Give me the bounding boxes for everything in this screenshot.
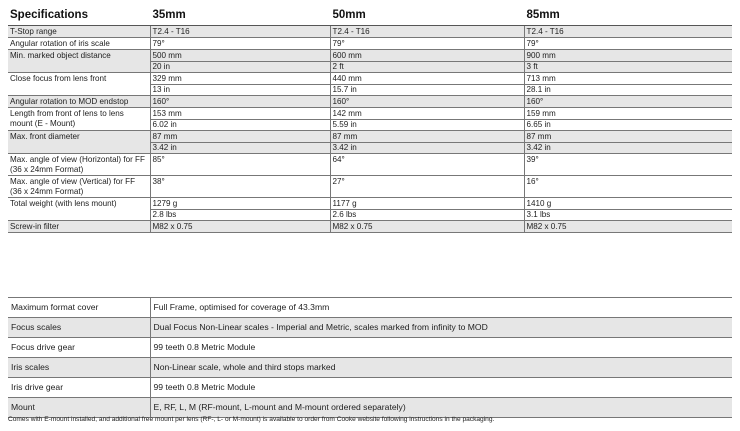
spec-value-cell	[524, 154, 732, 176]
spec-value-secondary: 3.42 in	[331, 142, 524, 153]
spec-value-primary: T2.4 - T16	[526, 27, 564, 36]
spec-value-primary: 85°	[152, 155, 165, 164]
general-row-label: Focus scales	[8, 318, 150, 338]
spec-value-cell	[330, 50, 524, 73]
spec-value-cell	[150, 154, 330, 176]
spec-row	[8, 26, 732, 38]
spec-row-label: Max. angle of view (Horizontal) for FF (36 x 24mm Format)	[8, 154, 150, 176]
spec-row	[8, 38, 732, 50]
spec-value-secondary: 13 in	[151, 84, 330, 95]
spec-value-cell	[150, 198, 330, 221]
spec-value-cell	[150, 108, 330, 131]
spec-value-primary: 1279 g	[152, 199, 178, 208]
general-row-value: 99 teeth 0.8 Metric Module	[150, 378, 732, 398]
spec-value-cell	[330, 198, 524, 221]
spec-value-cell	[524, 108, 732, 131]
general-specs-table	[8, 297, 732, 418]
spec-row	[8, 50, 732, 73]
general-specs-body	[8, 298, 732, 418]
spec-row-label: Min. marked object distance	[8, 50, 150, 73]
spec-value-cell	[524, 221, 732, 233]
spec-value-cell	[330, 108, 524, 131]
spec-value-primary: 79°	[332, 39, 345, 48]
spec-value-primary: 713 mm	[526, 74, 556, 83]
spec-value-primary: 600 mm	[332, 51, 362, 60]
spec-value-cell	[524, 50, 732, 73]
general-row-label: Iris scales	[8, 358, 150, 378]
spec-row	[8, 176, 732, 198]
spec-value-primary: 39°	[526, 155, 539, 164]
spec-row-label: Max. angle of view (Vertical) for FF (36 x 24mm Format)	[8, 176, 150, 198]
specifications-table	[8, 6, 732, 233]
spec-value-primary: M82 x 0.75	[332, 222, 373, 231]
spec-row	[8, 108, 732, 131]
spec-value-primary: 159 mm	[526, 109, 556, 118]
spec-row-label: T-Stop range	[8, 26, 150, 38]
spec-row-label: Close focus from lens front	[8, 73, 150, 96]
general-row-value: Full Frame, optimised for coverage of 43.3mm	[150, 298, 732, 318]
spec-value-primary: 160°	[526, 97, 544, 106]
spec-value-secondary: 3.42 in	[151, 142, 330, 153]
spec-value-secondary: 28.1 in	[525, 84, 733, 95]
spec-row-label: Angular rotation of iris scale	[8, 38, 150, 50]
general-row	[8, 298, 732, 318]
spec-value-primary: 160°	[152, 97, 170, 106]
general-row	[8, 378, 732, 398]
spec-value-cell	[524, 131, 732, 154]
spec-value-cell	[150, 176, 330, 198]
specifications-title: Specifications	[8, 6, 150, 26]
spec-value-primary: 87 mm	[152, 132, 178, 141]
spec-value-primary: 27°	[332, 177, 345, 186]
spec-value-secondary: 5.59 in	[331, 119, 524, 130]
spec-value-secondary: 2.8 lbs	[151, 209, 330, 220]
spec-value-primary: 16°	[526, 177, 539, 186]
spec-value-cell	[330, 73, 524, 96]
footnote: Comes with E-mount installed, and additional free mount per lens (RF-, L- or M-mount) is available to order from Cooke website following instructions in the packaging.	[8, 416, 495, 423]
spec-value-primary: 87 mm	[526, 132, 552, 141]
general-row-label: Mount	[8, 398, 150, 418]
spec-value-cell	[524, 96, 732, 108]
spec-value-cell	[330, 96, 524, 108]
specifications-body	[8, 26, 732, 233]
spec-value-secondary: 6.65 in	[525, 119, 733, 130]
spec-value-primary: 900 mm	[526, 51, 556, 60]
spec-value-cell	[150, 50, 330, 73]
spec-value-cell	[524, 73, 732, 96]
spec-row	[8, 131, 732, 154]
general-row	[8, 338, 732, 358]
spec-value-secondary: 15.7 in	[331, 84, 524, 95]
spec-value-primary: T2.4 - T16	[332, 27, 370, 36]
general-row-label: Iris drive gear	[8, 378, 150, 398]
spec-row	[8, 221, 732, 233]
specifications-header-row	[8, 6, 732, 26]
spec-value-cell	[330, 221, 524, 233]
spec-value-cell	[330, 154, 524, 176]
spec-value-primary: 440 mm	[332, 74, 362, 83]
general-row-label: Focus drive gear	[8, 338, 150, 358]
spec-value-secondary: 6.02 in	[151, 119, 330, 130]
spec-row-label: Max. front diameter	[8, 131, 150, 154]
spec-value-primary: 160°	[332, 97, 350, 106]
spec-value-cell	[150, 26, 330, 38]
spec-value-primary: 38°	[152, 177, 165, 186]
general-row-value: Non-Linear scale, whole and third stops marked	[150, 358, 732, 378]
spec-value-primary: 1177 g	[332, 199, 357, 208]
general-row	[8, 358, 732, 378]
general-row-value: Dual Focus Non-Linear scales - Imperial and Metric, scales marked from infinity to MOD	[150, 318, 732, 338]
spec-value-cell	[330, 38, 524, 50]
spec-value-cell	[524, 38, 732, 50]
general-row	[8, 318, 732, 338]
spec-value-primary: 142 mm	[332, 109, 362, 118]
spec-row-label: Angular rotation to MOD endstop	[8, 96, 150, 108]
spec-row-label: Screw-in filter	[8, 221, 150, 233]
spec-value-secondary: 3.42 in	[525, 142, 733, 153]
spec-value-cell	[150, 96, 330, 108]
spec-value-primary: 79°	[152, 39, 165, 48]
spec-row	[8, 154, 732, 176]
spec-value-cell	[150, 73, 330, 96]
general-row-label: Maximum format cover	[8, 298, 150, 318]
spec-value-cell	[150, 221, 330, 233]
spec-value-secondary: 20 in	[151, 61, 330, 72]
spec-row	[8, 96, 732, 108]
spec-value-secondary: 2.6 lbs	[331, 209, 524, 220]
spec-value-cell	[524, 176, 732, 198]
general-row-value: E, RF, L, M (RF-mount, L-mount and M-mount ordered separately)	[150, 398, 732, 418]
spec-value-primary: 1410 g	[526, 199, 552, 208]
lens-header-85mm: 85mm	[524, 6, 732, 26]
spec-value-primary: 329 mm	[152, 74, 182, 83]
spec-value-primary: 79°	[526, 39, 539, 48]
spec-value-cell	[330, 26, 524, 38]
spec-value-cell	[524, 26, 732, 38]
spec-value-primary: 64°	[332, 155, 345, 164]
spec-value-primary: T2.4 - T16	[152, 27, 190, 36]
spec-value-secondary: 3.1 lbs	[525, 209, 733, 220]
spec-value-secondary: 3 ft	[525, 61, 733, 72]
spec-value-cell	[330, 176, 524, 198]
spec-value-cell	[330, 131, 524, 154]
spec-value-secondary: 2 ft	[331, 61, 524, 72]
lens-header-50mm: 50mm	[330, 6, 524, 26]
spec-value-primary: 500 mm	[152, 51, 182, 60]
spec-value-cell	[524, 198, 732, 221]
spec-value-cell	[150, 131, 330, 154]
spec-row-label: Total weight (with lens mount)	[8, 198, 150, 221]
spec-value-primary: 87 mm	[332, 132, 358, 141]
spec-row	[8, 73, 732, 96]
spec-row-label: Length from front of lens to lens mount (E - Mount)	[8, 108, 150, 131]
spec-value-cell	[150, 38, 330, 50]
spec-row	[8, 198, 732, 221]
general-row-value: 99 teeth 0.8 Metric Module	[150, 338, 732, 358]
spec-value-primary: M82 x 0.75	[526, 222, 567, 231]
lens-header-35mm: 35mm	[150, 6, 330, 26]
spec-value-primary: M82 x 0.75	[152, 222, 193, 231]
spec-value-primary: 153 mm	[152, 109, 182, 118]
